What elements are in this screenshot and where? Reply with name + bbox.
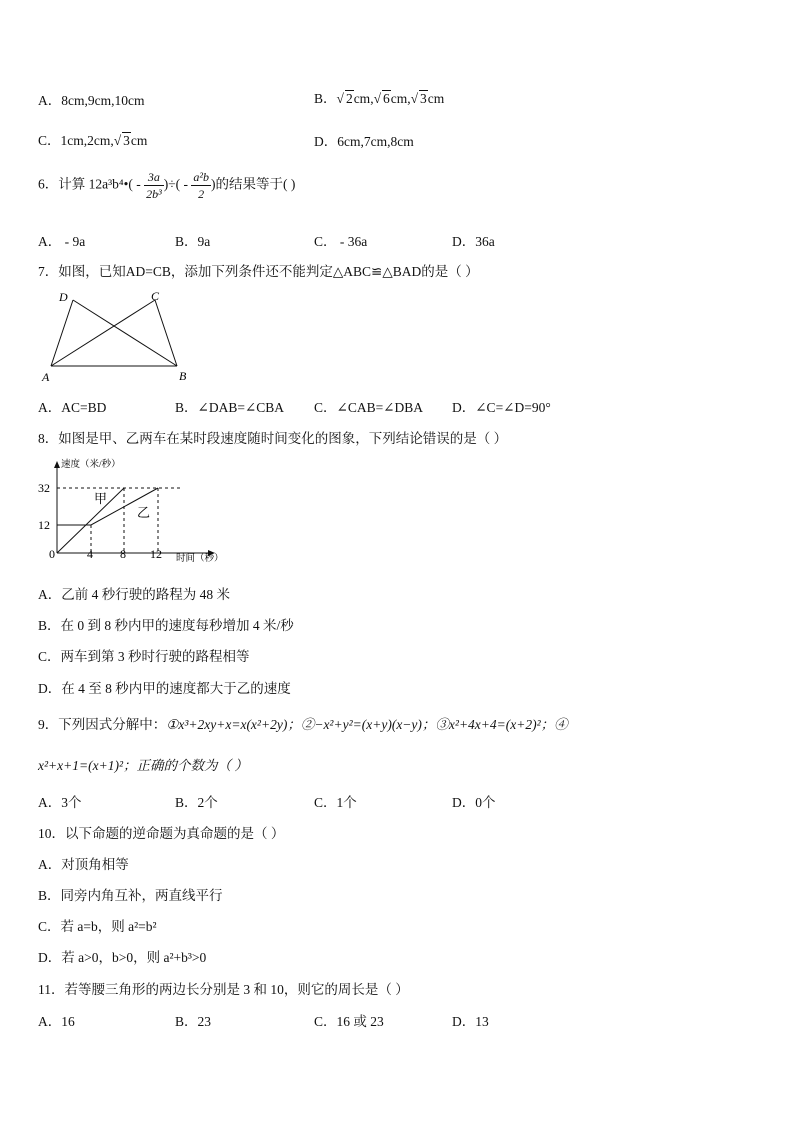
series-label-jia: 甲 bbox=[94, 491, 108, 506]
y-axis-arrow bbox=[54, 461, 60, 468]
x-axis-label: 时间（秒） bbox=[176, 554, 224, 564]
fraction: $\frac{\text{a²b}}{2}$ bbox=[193, 170, 209, 201]
q11-stem: 11．若等腰三角形的两边长分别是 3 和 10，则它的周长是（ ） bbox=[38, 982, 409, 997]
series-label-yi: 乙 bbox=[137, 505, 151, 520]
vertex-label-c: C bbox=[151, 289, 160, 303]
q10-stem: 10．以下命题的逆命题为真命题的是（ ） bbox=[38, 826, 285, 841]
q7-option-b[interactable]: B．∠DAB=∠CBA bbox=[175, 400, 285, 415]
y-tick-label: 32 bbox=[38, 481, 50, 495]
q6-option-d[interactable]: D．36a bbox=[452, 234, 495, 249]
q8-option-a[interactable]: A．乙前 4 秒行驶的路程为 48 米 bbox=[38, 587, 230, 602]
q10-option-b[interactable]: B．同旁内角互补，两直线平行 bbox=[38, 888, 223, 903]
q10-option-c[interactable]: C．若 a=b，则 a²=b² bbox=[38, 919, 157, 934]
q5-option-d[interactable]: D．6cm,7cm,8cm bbox=[314, 134, 414, 149]
q11-option-c[interactable]: C．16 或 23 bbox=[314, 1014, 384, 1029]
q9-stem: 9．下列因式分解中：①x³+2xy+x=x(x²+2y)；②−x²+y²=(x+y)(x−y)；③x²+4x+4=(x+2)²；④ bbox=[38, 717, 568, 732]
q6-stem: 6．计算 12a³b⁴•( - $\frac{3a}{\text{2b³}}$ )÷( - $\frac{\text{a²b}}{2}$ )的结果等于( ) bbox=[38, 170, 296, 201]
q6-option-a[interactable]: A． - 9a bbox=[38, 234, 86, 249]
x-tick-label: 12 bbox=[150, 547, 162, 561]
segment-ad bbox=[51, 300, 73, 366]
q10-option-a[interactable]: A．对顶角相等 bbox=[38, 857, 129, 872]
q8-option-c[interactable]: C．两车到第 3 秒时行驶的路程相等 bbox=[38, 649, 250, 664]
vertex-label-d: D bbox=[59, 290, 68, 304]
segment-bd bbox=[73, 300, 177, 366]
q9-stem-continued: x²+x+1=(x+1)²；正确的个数为（ ） bbox=[38, 758, 248, 773]
q9-option-d[interactable]: D．0个 bbox=[452, 795, 496, 810]
q11-option-b[interactable]: B．23 bbox=[175, 1014, 212, 1029]
q8-speed-time-graph bbox=[30, 455, 240, 567]
q7-quadrilateral-diagram bbox=[36, 286, 206, 386]
vertex-label-a: A bbox=[42, 370, 50, 384]
q6-option-c[interactable]: C． - 36a bbox=[314, 234, 368, 249]
q7-option-a[interactable]: A．AC=BD bbox=[38, 400, 107, 415]
q8-stem: 8．如图是甲、乙两车在某时段速度随时间变化的图象，下列结论错误的是（ ） bbox=[38, 431, 508, 446]
q5-option-a[interactable]: A．8cm,9cm,10cm bbox=[38, 93, 145, 108]
q5-option-c[interactable]: C．1cm,2cm,√ 3cm bbox=[38, 133, 148, 148]
segment-ac bbox=[51, 300, 155, 366]
q10-option-d[interactable]: D．若 a>0，b>0，则 a²+b³>0 bbox=[38, 950, 207, 965]
q11-option-d[interactable]: D．13 bbox=[452, 1014, 489, 1029]
q9-option-c[interactable]: C．1个 bbox=[314, 795, 357, 810]
x-tick-label: 8 bbox=[120, 547, 126, 561]
fraction: $\frac{3a}{\text{2b³}}$ bbox=[146, 170, 162, 201]
q7-option-d[interactable]: D．∠C=∠D=90° bbox=[452, 400, 551, 415]
q5-option-b[interactable]: B．√ 2cm,√ 6cm,√ 3cm bbox=[314, 91, 445, 106]
q6-option-b[interactable]: B．9a bbox=[175, 234, 211, 249]
q9-option-a[interactable]: A．3个 bbox=[38, 795, 82, 810]
vertex-label-b: B bbox=[179, 369, 187, 383]
q9-option-b[interactable]: B．2个 bbox=[175, 795, 218, 810]
x-tick-label: 0 bbox=[49, 547, 55, 561]
segment-cb bbox=[155, 300, 177, 366]
x-tick-label: 4 bbox=[87, 547, 93, 561]
y-tick-label: 12 bbox=[38, 518, 50, 532]
q7-stem: 7．如图，已知AD=CB，添加下列条件还不能判定△ABC≌△BAD的是（ ） bbox=[38, 264, 479, 279]
q8-option-b[interactable]: B．在 0 到 8 秒内甲的速度每秒增加 4 米/秒 bbox=[38, 618, 294, 633]
q11-option-a[interactable]: A．16 bbox=[38, 1014, 75, 1029]
sqrt-symbol: √ 2 bbox=[336, 91, 353, 106]
y-axis-label: 速度（米/秒） bbox=[61, 460, 121, 470]
q7-option-c[interactable]: C．∠CAB=∠DBA bbox=[314, 400, 424, 415]
q8-option-d[interactable]: D．在 4 至 8 秒内甲的速度都大于乙的速度 bbox=[38, 681, 291, 696]
